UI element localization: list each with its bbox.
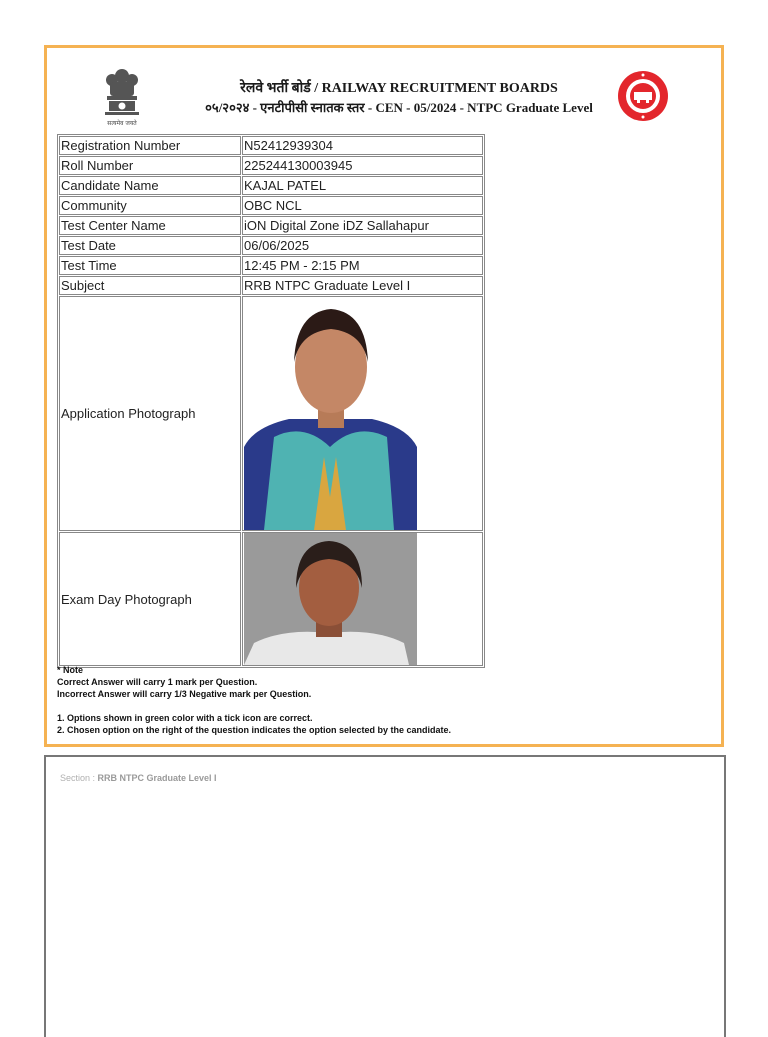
indian-railways-logo-icon [617,70,669,122]
field-label: Subject [59,276,241,295]
table-row [59,176,483,195]
response-sheet-card [44,45,724,747]
table-row [59,156,483,175]
field-value: 12:45 PM - 2:15 PM [242,256,483,275]
exam-day-photo-cell [242,532,483,666]
application-photo-image [244,297,417,530]
exam-day-photo-image [244,533,417,665]
field-value: KAJAL PATEL [242,176,483,195]
field-label: Test Center Name [59,216,241,235]
emblem-caption: सत्यमेव जयते [107,120,137,127]
table-row [59,256,483,275]
table-row [59,236,483,255]
field-label: Community [59,196,241,215]
field-label: Registration Number [59,136,241,155]
table-row [59,296,483,531]
section-prefix: Section : [60,773,98,783]
section-name: RRB NTPC Graduate Level I [97,773,217,783]
field-value: iON Digital Zone iDZ Sallahapur [242,216,483,235]
national-emblem-icon [97,66,147,128]
note-line: 2. Chosen option on the right of the question indicates the option selected by the candidate. [57,725,452,735]
note-line: 1. Options shown in green color with a tick icon are correct. [57,713,313,723]
note-line: Incorrect Answer will carry 1/3 Negative mark per Question. [57,689,312,699]
table-row [59,136,483,155]
application-photo [244,297,417,530]
application-photo-label: Application Photograph [59,296,241,531]
field-value: 225244130003945 [242,156,483,175]
note-heading: * Note [57,665,84,675]
field-value: RRB NTPC Graduate Level I [242,276,483,295]
exam-day-photo [244,533,417,665]
note-line: Correct Answer will carry 1 mark per Question. [57,677,258,687]
field-label: Roll Number [59,156,241,175]
field-label: Test Date [59,236,241,255]
application-photo-cell [242,296,483,531]
exam-day-photo-label: Exam Day Photograph [59,532,241,666]
field-label: Test Time [59,256,241,275]
table-row [59,532,483,666]
field-value: 06/06/2025 [242,236,483,255]
candidate-details-table [57,134,485,668]
page-title: रेलवे भर्ती बोर्ड / RAILWAY RECRUITMENT BOARDS [240,81,558,96]
field-value: N52412939304 [242,136,483,155]
note-block [57,664,697,736]
table-row [59,216,483,235]
section-card [44,755,726,1037]
field-value: OBC NCL [242,196,483,215]
note-line [57,700,697,712]
section-heading [60,773,217,783]
table-row [59,276,483,295]
page-subtitle: ०५/२०२४ - एनटीपीसी स्नातक स्तर - CEN - 05/2024 - NTPC Graduate Level [205,100,593,115]
field-label: Candidate Name [59,176,241,195]
header [57,58,711,133]
table-row [59,196,483,215]
